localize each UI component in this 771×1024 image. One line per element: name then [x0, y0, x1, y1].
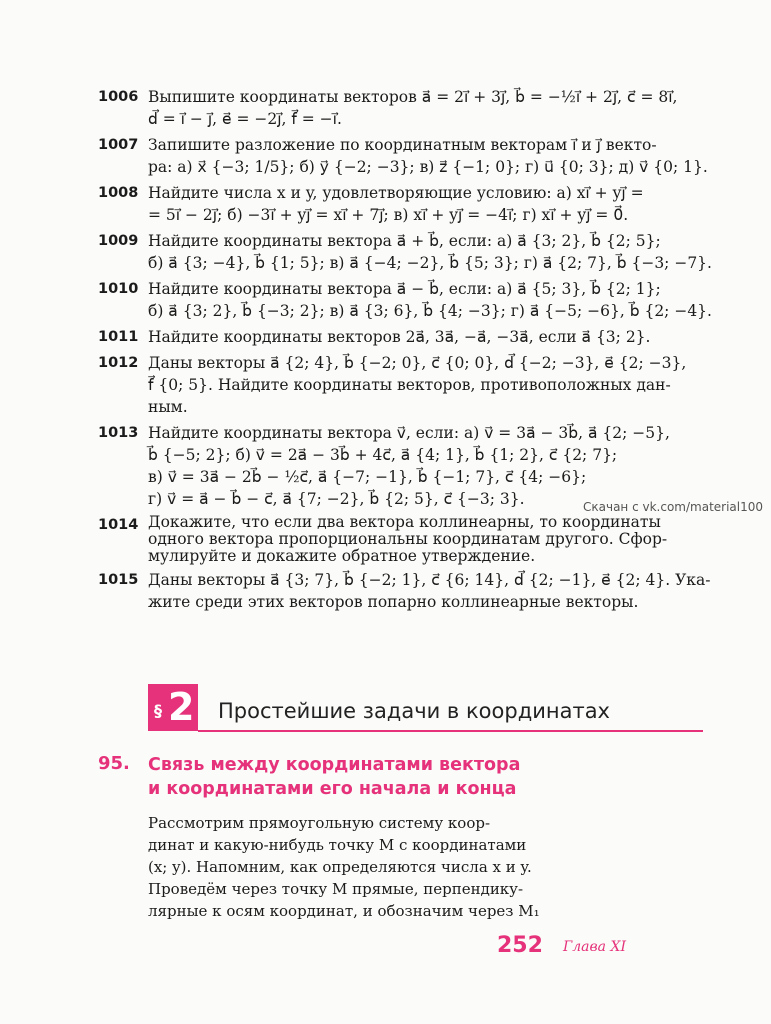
- exercise-number: 1008: [98, 185, 139, 201]
- exercise-line: б) a⃗ {3; −4}, b⃗ {1; 5}; в) a⃗ {−4; −2}, b⃗ {5; 3}; г) a⃗ {2; 7}, b⃗ {−3; −7}.: [148, 254, 712, 272]
- exercise-item: [98, 86, 708, 130]
- section-header: [148, 684, 703, 734]
- exercise-line: ным.: [148, 398, 188, 416]
- watermark: Скачан с vk.com/material100: [583, 500, 764, 514]
- exercise-line: = 5i⃗ − 2j⃗; б) −3i⃗ + yj⃗ = xi⃗ + 7j⃗; в) xi⃗ + yj⃗ = −4i⃗; г) xi⃗ + yj⃗ = 0⃗.: [148, 206, 629, 224]
- exercise-number: 1011: [98, 329, 139, 345]
- subsection-title: [148, 753, 520, 801]
- exercise-line: мулируйте и докажите обратное утверждение.: [148, 547, 536, 565]
- exercise-number: 1015: [98, 572, 139, 588]
- exercise-text: [148, 326, 708, 348]
- exercise-item: [98, 352, 708, 418]
- exercise-text: [148, 514, 708, 565]
- section-badge: [148, 684, 198, 731]
- exercise-line: Найдите координаты вектора a⃗ + b⃗, если: а) a⃗ {3; 2}, b⃗ {2; 5};: [148, 232, 661, 250]
- exercise-line: f⃗ {0; 5}. Найдите координаты векторов, противоположных дан-: [148, 376, 671, 394]
- exercise-line: Найдите координаты векторов 2a⃗, 3a⃗, −a⃗, −3a⃗, если a⃗ {3; 2}.: [148, 328, 651, 346]
- exercise-item: [98, 230, 712, 274]
- paragraph-line: (x; y). Напомним, как определяются числа x и y.: [148, 858, 532, 876]
- exercise-number: 1009: [98, 233, 139, 249]
- exercise-line: жите среди этих векторов попарно коллинеарные векторы.: [148, 593, 639, 611]
- exercise-text: [148, 422, 708, 510]
- exercise-item: [98, 514, 708, 565]
- paragraph-line: Проведём через точку M прямые, перпендику-: [148, 880, 524, 898]
- paragraph-line: динат и какую-нибудь точку M с координатами: [148, 836, 527, 854]
- exercise-text: [148, 230, 712, 274]
- section-sign: §: [154, 701, 162, 720]
- exercise-text: [148, 86, 708, 130]
- exercise-line: Найдите координаты вектора a⃗ − b⃗, если: а) a⃗ {5; 3}, b⃗ {2; 1};: [148, 280, 661, 298]
- exercise-line: ра: а) x⃗ {−3; 1/5}; б) y⃗ {−2; −3}; в) z⃗ {−1; 0}; г) u⃗ {0; 3}; д) v⃗ {0; 1}.: [148, 158, 708, 176]
- subsection-number: 95.: [98, 753, 130, 774]
- exercise-text: [148, 182, 708, 226]
- exercise-text: [148, 569, 710, 613]
- section-rule: [198, 730, 703, 732]
- exercise-line: одного вектора пропорциональны координатам другого. Сфор-: [148, 530, 668, 548]
- exercise-text: [148, 352, 708, 418]
- exercise-item: [98, 278, 712, 322]
- exercise-line: Запишите разложение по координатным векторам i⃗ и j⃗ векто-: [148, 136, 657, 154]
- paragraph-line: Рассмотрим прямоугольную систему коор-: [148, 814, 491, 832]
- exercise-list: [98, 86, 712, 617]
- exercise-line: г) v⃗ = a⃗ − b⃗ − c⃗, a⃗ {7; −2}, b⃗ {2; 5}, c⃗ {−3; 3}.: [148, 490, 525, 508]
- exercise-line: Докажите, что если два вектора коллинеарны, то координаты: [148, 513, 661, 531]
- exercise-item: [98, 134, 708, 178]
- chapter-label: Глава XI: [563, 939, 626, 955]
- exercise-item: [98, 422, 708, 510]
- subsection-title-line: и координатами его начала и конца: [148, 779, 517, 799]
- exercise-line: Даны векторы a⃗ {2; 4}, b⃗ {−2; 0}, c⃗ {0; 0}, d⃗ {−2; −3}, e⃗ {2; −3},: [148, 354, 687, 372]
- exercise-line: d⃗ = i⃗ − j⃗, e⃗ = −2j⃗, f⃗ = −i⃗.: [148, 110, 342, 128]
- section-number: 2: [168, 685, 195, 729]
- exercise-line: б) a⃗ {3; 2}, b⃗ {−3; 2}; в) a⃗ {3; 6}, b⃗ {4; −3}; г) a⃗ {−5; −6}, b⃗ {2; −4}.: [148, 302, 712, 320]
- exercise-text: [148, 134, 708, 178]
- exercise-item: [98, 326, 708, 348]
- subsection-title-line: Связь между координатами вектора: [148, 755, 521, 775]
- exercise-number: 1006: [98, 89, 139, 105]
- exercise-line: Найдите числа x и y, удовлетворяющие условию: а) xi⃗ + yj⃗ =: [148, 184, 644, 202]
- exercise-item: [98, 569, 711, 613]
- exercise-number: 1007: [98, 137, 139, 153]
- exercise-number: 1012: [98, 355, 139, 371]
- section-title: Простейшие задачи в координатах: [218, 699, 610, 723]
- exercise-item: [98, 182, 708, 226]
- page-number: 252: [497, 933, 543, 958]
- exercise-line: Даны векторы a⃗ {3; 7}, b⃗ {−2; 1}, c⃗ {6; 14}, d⃗ {2; −1}, e⃗ {2; 4}. Ука-: [148, 571, 711, 589]
- exercise-text: [148, 278, 712, 322]
- exercise-number: 1013: [98, 425, 139, 441]
- exercise-line: Найдите координаты вектора v⃗, если: а) v⃗ = 3a⃗ − 3b⃗, a⃗ {2; −5},: [148, 424, 670, 442]
- exercise-line: b⃗ {−5; 2}; б) v⃗ = 2a⃗ − 3b⃗ + 4c⃗, a⃗ {4; 1}, b⃗ {1; 2}, c⃗ {2; 7};: [148, 446, 618, 464]
- exercise-line: в) v⃗ = 3a⃗ − 2b⃗ − ½c⃗, a⃗ {−7; −1}, b⃗ {−1; 7}, c⃗ {4; −6};: [148, 468, 587, 486]
- paragraph-line: лярные к осям координат, и обозначим через M₁: [148, 902, 540, 920]
- exercise-number: 1014: [98, 517, 139, 533]
- exercise-line: Выпишите координаты векторов a⃗ = 2i⃗ + 3j⃗, b⃗ = −½i⃗ + 2j⃗, c⃗ = 8i⃗,: [148, 88, 678, 106]
- exercise-number: 1010: [98, 281, 139, 297]
- body-paragraph: [148, 812, 540, 922]
